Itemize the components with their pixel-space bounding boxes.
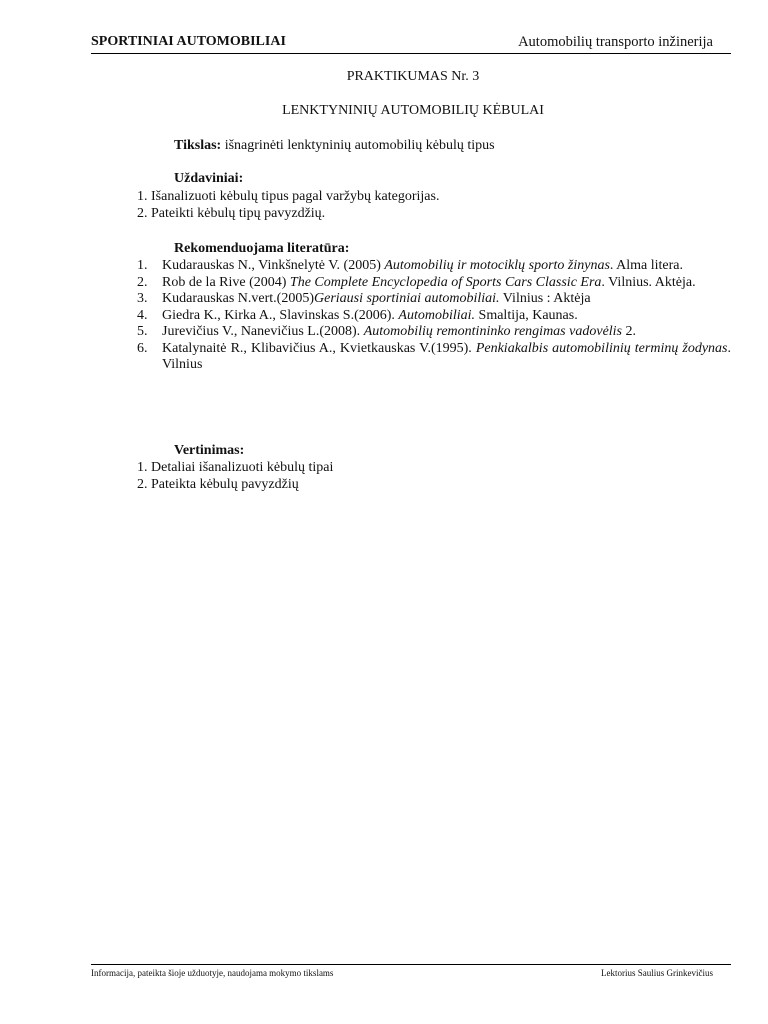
literature-label: Rekomenduojama literatūra:	[174, 241, 350, 256]
goal-label: Tikslas:	[174, 138, 222, 153]
header-title: SPORTINIAI AUTOMOBILIAI	[91, 34, 286, 49]
evaluation-item: 1. Detaliai išanalizuoti kėbulų tipai	[137, 460, 334, 475]
footer-author: Lektorius Saulius Grinkevičius	[601, 968, 713, 978]
literature-item-number: 2.	[137, 274, 148, 290]
page-title: PRAKTIKUMAS Nr. 3	[346, 69, 480, 84]
literature-item: 2. Rob de la Rive (2004) The Complete Encyclopedia of Sports Cars Classic Era. Vilnius. Aktėja.	[137, 274, 696, 290]
literature-item: 1. Kudarauskas N., Vinkšnelytė V. (2005) Automobilių ir motociklų sporto žinynas. Alma litera.	[137, 258, 684, 273]
page-footer	[91, 964, 731, 979]
literature-item-number: 1.	[137, 258, 148, 273]
literature-item-number: 3.	[137, 291, 148, 306]
literature-item-number: 6.	[137, 340, 148, 356]
task-item: 1. Išanalizuoti kėbulų tipus pagal varžybų kategorijas.	[137, 189, 440, 204]
evaluation-item: 2. Pateikta kėbulų pavyzdžių	[137, 477, 299, 492]
goal-line	[174, 137, 495, 154]
literature-list	[137, 258, 731, 374]
evaluation-label: Vertinimas:	[174, 443, 245, 458]
literature-item: 6. Katalynaitė R., Klibavičius A., Kvietkauskas V.(1995). Penkiakalbis automobilinių terminų žodynas. Vilnius	[137, 340, 731, 372]
literature-item: 5. Jurevičius V., Nanevičius L.(2008). Automobilių remontininko rengimas vadovėlis 2.	[137, 324, 637, 339]
literature-item: 3. Kudarauskas N.vert.(2005)Geriausi sportiniai automobiliai. Vilnius : Aktėja	[137, 291, 591, 306]
footer-note: Informacija, pateikta šioje užduotyje, naudojama mokymo tikslams	[91, 968, 334, 978]
page-header	[91, 33, 731, 54]
goal-text: išnagrinėti lenktyninių automobilių kėbulų tipus	[221, 138, 495, 153]
literature-item-number: 5.	[137, 324, 148, 339]
header-course: Automobilių transporto inžinerija	[518, 34, 713, 50]
tasks-label: Uždaviniai:	[174, 171, 244, 186]
task-item: 2. Pateikti kėbulų tipų pavyzdžių.	[137, 206, 326, 221]
page-subtitle: LENKTYNINIŲ AUTOMOBILIŲ KĖBULAI	[282, 103, 544, 118]
literature-item-number: 4.	[137, 307, 148, 323]
literature-item: 4. Giedra K., Kirka A., Slavinskas S.(2006). Automobiliai. Smaltija, Kaunas.	[137, 307, 578, 323]
